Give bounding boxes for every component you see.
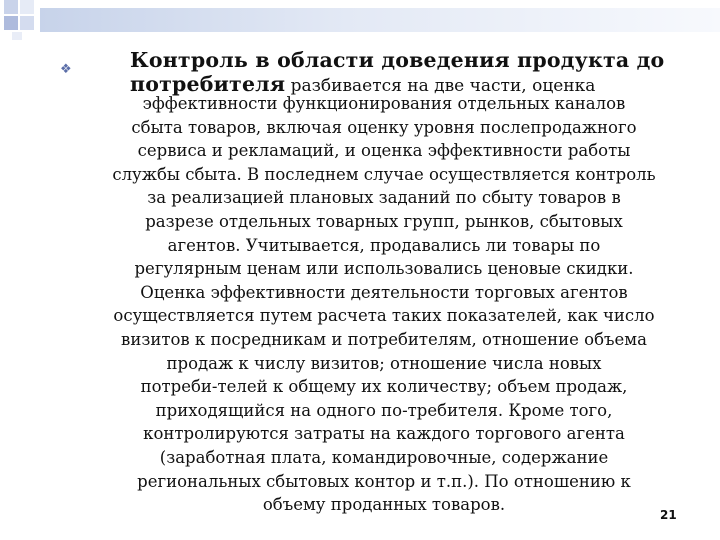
body-line: регулярным ценам или использовались ценовые скидки. bbox=[134, 259, 634, 279]
body-line: Оценка эффективности деятельности торговых агентов bbox=[140, 282, 628, 302]
deco-square bbox=[12, 32, 22, 40]
deco-square bbox=[20, 16, 34, 30]
body-line: агентов. Учитывается, продавались ли товары по bbox=[167, 235, 601, 255]
deco-square bbox=[20, 0, 34, 14]
body-line: контролируются затраты на каждого торгового агента bbox=[143, 424, 625, 444]
body-line: визитов к посредникам и потребителям, отношение объема bbox=[121, 329, 647, 349]
body-line: (заработная плата, командировочные, содержание bbox=[159, 447, 609, 467]
body-line: разрезе отдельных товарных групп, рынков, сбытовых bbox=[145, 211, 623, 231]
heading-line-1: Контроль в области доведения продукта до bbox=[130, 48, 665, 72]
body-line: за реализацией плановых заданий по сбыту товаров в bbox=[147, 188, 621, 208]
slide-body-text bbox=[68, 92, 700, 517]
slide-heading bbox=[130, 48, 710, 98]
heading-line-2: потребителя bbox=[130, 72, 286, 96]
page-number: 21 bbox=[660, 508, 677, 522]
body-line: сбыта товаров, включая оценку уровня послепродажного bbox=[131, 117, 637, 137]
header-band bbox=[40, 8, 720, 32]
header-decoration bbox=[0, 0, 720, 40]
body-line: объему проданных товаров. bbox=[262, 495, 506, 515]
deco-square bbox=[4, 0, 18, 14]
body-line: осуществляется путем расчета таких показателей, как число bbox=[113, 306, 655, 326]
body-line: сервиса и рекламаций, и оценка эффективности работы bbox=[137, 141, 631, 161]
deco-square bbox=[4, 16, 18, 30]
diamond-bullet-icon: ❖ bbox=[60, 62, 72, 77]
heading-tail: разбивается на две части, оценка bbox=[285, 76, 596, 96]
body-line: региональных сбытовых контор и т.п.). По отношению к bbox=[137, 471, 631, 491]
body-line: продаж к числу визитов; отношение числа новых bbox=[166, 353, 602, 373]
body-line: службы сбыта. В последнем случае осуществляется контроль bbox=[112, 164, 656, 184]
body-line: потреби-телей к общему их количеству; объем продаж, bbox=[140, 377, 628, 397]
body-line: эффективности функционирования отдельных каналов bbox=[142, 94, 626, 113]
body-line: приходящийся на одного по-требителя. Кроме того, bbox=[155, 400, 613, 420]
